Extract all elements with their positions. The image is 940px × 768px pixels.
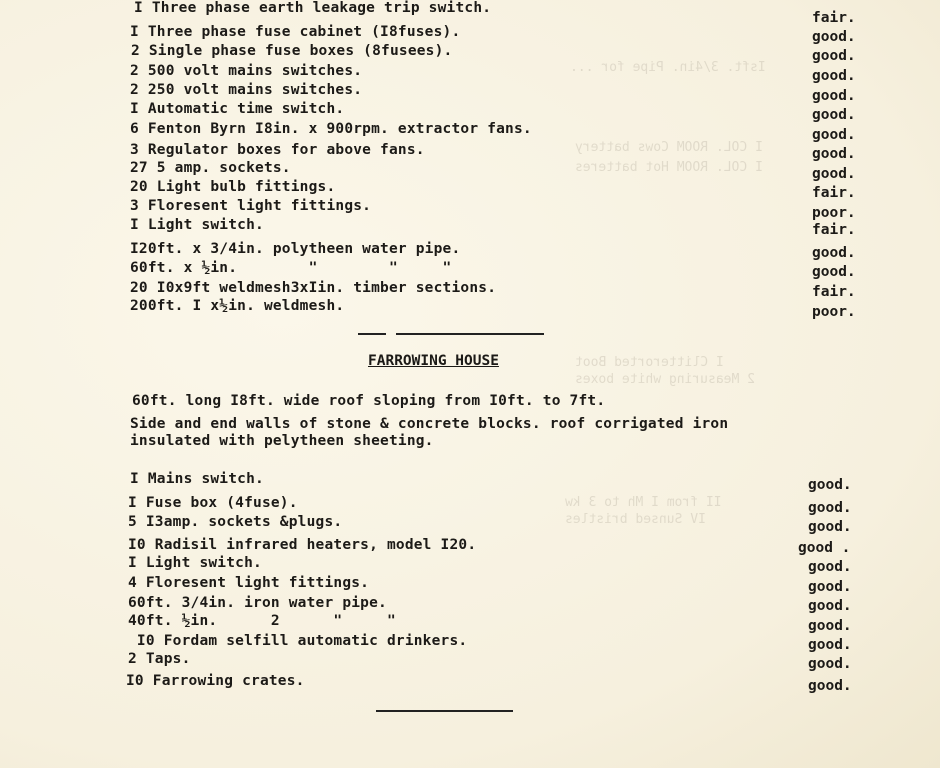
item-condition: fair. bbox=[812, 284, 856, 300]
description-line: 60ft. long I8ft. wide roof sloping from I0ft. to 7ft. bbox=[132, 393, 606, 409]
item-condition: good. bbox=[812, 68, 856, 84]
item-line: 60ft. 3/4in. iron water pipe. bbox=[128, 595, 387, 611]
item-line: I0 Farrowing crates. bbox=[126, 673, 305, 689]
item-condition: good. bbox=[812, 107, 856, 123]
item-condition: good. bbox=[808, 519, 852, 535]
show-through-text: II from I Mh to 3 kw bbox=[565, 495, 722, 510]
item-condition: good. bbox=[812, 146, 856, 162]
show-through-text: I Clitterorted Boot bbox=[575, 355, 724, 370]
item-condition: good. bbox=[808, 579, 852, 595]
item-line: 2 Single phase fuse boxes (8fusees). bbox=[131, 43, 453, 59]
item-condition: good. bbox=[808, 678, 852, 694]
item-line: 200ft. I x½in. weldmesh. bbox=[130, 298, 345, 314]
divider-rule bbox=[358, 333, 386, 335]
item-line: 2 500 volt mains switches. bbox=[130, 63, 363, 79]
item-condition: good. bbox=[808, 656, 852, 672]
item-line: 20 Light bulb fittings. bbox=[130, 179, 336, 195]
item-line: 6 Fenton Byrn I8in. x 900rpm. extractor fans. bbox=[130, 121, 532, 137]
item-condition: fair. bbox=[812, 10, 856, 26]
item-condition: fair. bbox=[812, 185, 856, 201]
item-condition: good. bbox=[812, 48, 856, 64]
item-line: 3 Regulator boxes for above fans. bbox=[130, 142, 425, 158]
description-line: insulated with pelytheen sheeting. bbox=[130, 433, 434, 449]
item-condition: good. bbox=[812, 88, 856, 104]
section-heading: FARROWING HOUSE bbox=[368, 353, 499, 369]
item-line: 5 I3amp. sockets &plugs. bbox=[128, 514, 343, 530]
item-line: 4 Floresent light fittings. bbox=[128, 575, 370, 591]
item-line: I Mains switch. bbox=[130, 471, 264, 487]
divider-rule bbox=[376, 710, 513, 712]
item-condition: poor. bbox=[812, 304, 856, 320]
item-condition: good. bbox=[808, 477, 852, 493]
item-condition: good. bbox=[808, 618, 852, 634]
divider-rule bbox=[396, 333, 544, 335]
item-line: 20 I0x9ft weldmesh3xIin. timber sections. bbox=[130, 280, 497, 296]
item-condition: good. bbox=[812, 264, 856, 280]
show-through-text: Isft. 3/4in. Pipe for ... bbox=[570, 60, 766, 75]
item-line: I Fuse box (4fuse). bbox=[128, 495, 298, 511]
item-line: I0 Fordam selfill automatic drinkers. bbox=[128, 633, 468, 649]
item-condition: good. bbox=[808, 500, 852, 516]
item-line: 2 Taps. bbox=[128, 651, 191, 667]
item-condition: poor. bbox=[812, 205, 856, 221]
item-condition: good. bbox=[812, 166, 856, 182]
item-line: I Light switch. bbox=[130, 217, 264, 233]
item-line: I Three phase earth leakage trip switch. bbox=[134, 0, 492, 16]
item-line: I Automatic time switch. bbox=[130, 101, 345, 117]
item-condition: good. bbox=[812, 127, 856, 143]
item-condition: good. bbox=[808, 559, 852, 575]
item-line: 40ft. ½in. 2 " " bbox=[128, 613, 396, 629]
show-through-text: 2 Measuring white boxes bbox=[575, 372, 756, 387]
item-line: I20ft. x 3/4in. polytheen water pipe. bbox=[130, 241, 461, 257]
show-through-text: I COL. ROOM Hot batteres bbox=[575, 160, 763, 175]
item-condition: good . bbox=[798, 540, 851, 556]
item-condition: good. bbox=[808, 637, 852, 653]
item-line: 60ft. x ½in. " " " bbox=[130, 260, 452, 276]
show-through-text: I COL. ROOM Cows battery bbox=[575, 140, 763, 155]
item-condition: good. bbox=[812, 29, 856, 45]
item-line: 2 250 volt mains switches. bbox=[130, 82, 363, 98]
item-line: I0 Radisil infrared heaters, model I20. bbox=[128, 537, 477, 553]
show-through-text: IV Sunsed bristles bbox=[565, 512, 706, 527]
item-line: I Three phase fuse cabinet (I8fuses). bbox=[130, 24, 461, 40]
item-line: 27 5 amp. sockets. bbox=[130, 160, 291, 176]
description-line: Side and end walls of stone & concrete blocks. roof corrigated iron bbox=[130, 416, 729, 432]
item-condition: good. bbox=[808, 598, 852, 614]
item-condition: fair. bbox=[812, 222, 856, 238]
item-line: 3 Floresent light fittings. bbox=[130, 198, 372, 214]
item-line: I Light switch. bbox=[128, 555, 262, 571]
item-condition: good. bbox=[812, 245, 856, 261]
